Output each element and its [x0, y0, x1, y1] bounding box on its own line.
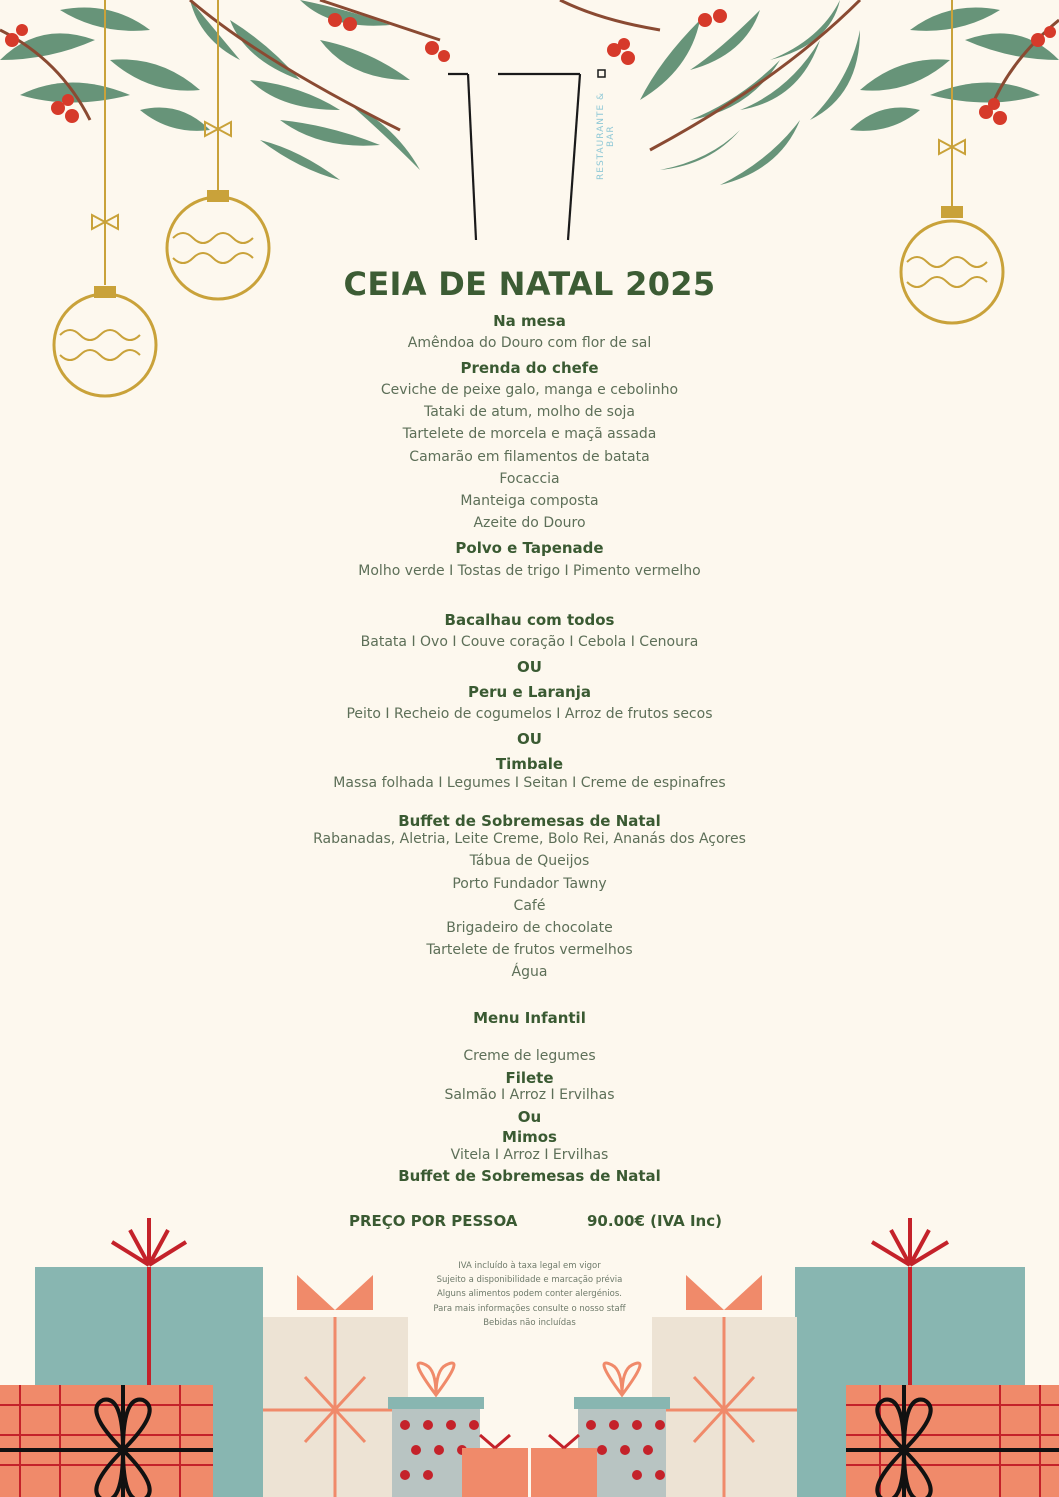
menu-heading: Polvo e Tapenade	[455, 539, 604, 557]
menu-heading: Filete	[505, 1069, 554, 1087]
menu-heading: Buffet de Sobremesas de Natal	[398, 812, 661, 830]
note-line: Alguns alimentos podem conter alergénios.	[436, 1289, 623, 1300]
menu-item: Camarão em filamentos de batata	[409, 449, 650, 465]
menu-item: Amêndoa do Douro com flor de sal	[407, 335, 652, 351]
menu-heading: Timbale	[495, 755, 564, 773]
menu-item: Água	[511, 964, 548, 980]
menu-heading: Prenda do chefe	[460, 359, 599, 377]
menu-heading: Mimos	[502, 1128, 557, 1146]
menu-item: Rabanadas, Aletria, Leite Creme, Bolo Rei, Ananás dos Açores	[313, 831, 746, 847]
note-line: Bebidas não incluídas	[483, 1317, 576, 1328]
page-title: CEIA DE NATAL 2025	[343, 265, 716, 303]
menu-heading: OU	[517, 658, 542, 676]
menu-item: Tartelete de frutos vermelhos	[426, 942, 633, 958]
menu-item: Focaccia	[499, 471, 560, 487]
menu-heading: Menu Infantil	[473, 1009, 586, 1027]
menu-item: Creme de legumes	[463, 1048, 596, 1064]
logo-17	[440, 62, 620, 248]
menu-item: Molho verde I Tostas de trigo I Pimento vermelho	[358, 563, 701, 579]
menu-heading: Na mesa	[493, 312, 566, 330]
menu-heading: Buffet de Sobremesas de Natal	[398, 1167, 661, 1185]
menu-item: Massa folhada I Legumes I Seitan I Creme de espinafres	[333, 775, 726, 791]
price-value: 90.00€ (IVA Inc)	[587, 1212, 722, 1230]
menu-item: Tartelete de morcela e maçã assada	[402, 426, 657, 442]
menu-item: Tábua de Queijos	[469, 853, 590, 869]
note-line: IVA incluído à taxa legal em vigor	[458, 1261, 601, 1271]
menu-heading: Bacalhau com todos	[444, 611, 615, 629]
menu-item: Azeite do Douro	[473, 515, 586, 531]
note-line: Para mais informações consulte o nosso staff	[433, 1303, 626, 1314]
price-label: PREÇO POR PESSOA	[349, 1212, 518, 1230]
menu-item: Batata I Ovo I Couve coração I Cebola I Cenoura	[360, 634, 699, 650]
gift-boxes-decoration	[0, 1210, 1059, 1497]
note-line: Sujeito a disponibilidade e marcação prévia	[436, 1275, 623, 1286]
menu-item: Tataki de atum, molho de soja	[423, 404, 636, 420]
menu-heading: Peru e Laranja	[467, 683, 591, 701]
logo-subtitle: RESTAURANTE & BAR	[596, 91, 616, 181]
menu-item: Porto Fundador Tawny	[452, 876, 607, 892]
menu-item: Vitela I Arroz I Ervilhas	[450, 1147, 609, 1163]
menu-item: Ceviche de peixe galo, manga e cebolinho	[380, 382, 679, 398]
menu-item: Peito I Recheio de cogumelos I Arroz de frutos secos	[346, 706, 713, 722]
menu-heading: OU	[517, 730, 542, 748]
menu-item: Manteiga composta	[460, 493, 599, 509]
menu-item: Café	[513, 898, 546, 914]
menu-heading: Ou	[517, 1108, 542, 1126]
menu-item: Salmão I Arroz I Ervilhas	[444, 1087, 615, 1103]
menu-item: Brigadeiro de chocolate	[446, 920, 613, 936]
